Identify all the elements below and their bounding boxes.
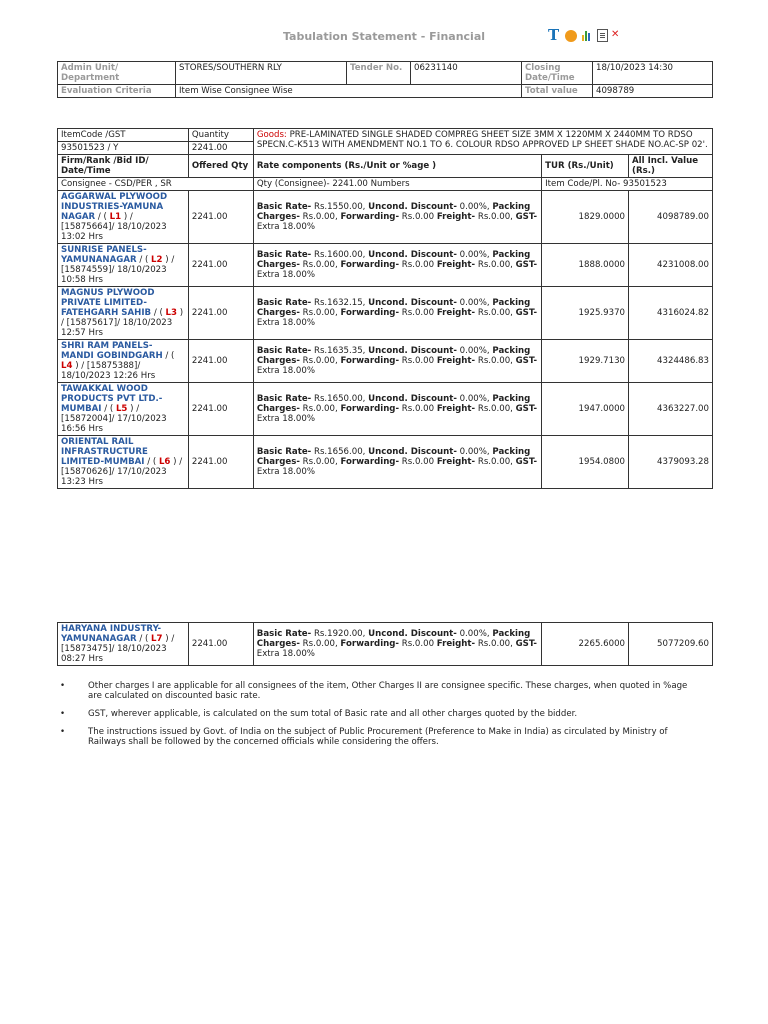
bidder-cell: TAWAKKAL WOOD PRODUCTS PVT LTD.-MUMBAI / ( L5 ) / [15872004]/ 17/10/2023 16:56 Hrs bbox=[58, 383, 189, 436]
rank-badge: L7 bbox=[151, 634, 163, 644]
packing: Rs.0.00, bbox=[302, 260, 338, 270]
closing-label: Closing Date/Time bbox=[522, 62, 593, 85]
basic-rate: Rs.1632.15, bbox=[313, 298, 366, 308]
goods-description bbox=[253, 129, 712, 155]
freight-label: Freight- bbox=[436, 308, 476, 318]
discount-label: Uncond. Discount- bbox=[368, 202, 457, 212]
offered-qty: 2241.00 bbox=[188, 436, 253, 489]
rank-badge: L4 bbox=[61, 361, 73, 371]
bidder-name: ORIENTAL RAIL INFRASTRUCTURE LIMITED-MUMBAI bbox=[61, 437, 148, 467]
freight: Rs.0.00, bbox=[477, 356, 513, 366]
packing: Rs.0.00, bbox=[302, 212, 338, 222]
bullet: • bbox=[60, 727, 66, 737]
excel-export-icon[interactable]: ✕ bbox=[611, 29, 620, 40]
bid-id-date: [15875388]/ 18/10/2023 12:26 Hrs bbox=[61, 361, 156, 381]
rank-separator: / ( bbox=[165, 351, 175, 361]
consignee-name: Consignee - CSD/PER , SR bbox=[58, 178, 254, 191]
offered-qty: 2241.00 bbox=[188, 623, 253, 666]
freight-label: Freight- bbox=[436, 457, 476, 467]
consignee-plno: Item Code/Pl. No- 93501523 bbox=[542, 178, 713, 191]
all-incl-value: 4363227.00 bbox=[629, 383, 713, 436]
gst: Extra 18.00% bbox=[256, 366, 315, 376]
forwarding-label: Forwarding- bbox=[340, 308, 400, 318]
forwarding: Rs.0.00 bbox=[401, 404, 435, 414]
forwarding-label: Forwarding- bbox=[340, 212, 400, 222]
gst-label: GST- bbox=[515, 404, 538, 414]
notes-list bbox=[58, 681, 702, 755]
note-text: Other charges I are applicable for all consignees of the item, Other Charges II are consignee specific. These charges, when quoted in %age are calculated on discounted basic rate. bbox=[88, 681, 688, 701]
tur-value: 1929.7130 bbox=[542, 340, 629, 383]
bid-row bbox=[58, 191, 713, 244]
bidder-cell: SUNRISE PANELS-YAMUNANAGAR / ( L2 ) / [15874559]/ 18/10/2023 10:58 Hrs bbox=[58, 244, 189, 287]
bar-chart-icon[interactable] bbox=[580, 28, 594, 42]
discount-label: Uncond. Discount- bbox=[368, 250, 457, 260]
all-incl-value: 4379093.28 bbox=[629, 436, 713, 489]
basic-rate: Rs.1650.00, bbox=[313, 394, 366, 404]
bid-row bbox=[58, 436, 713, 489]
basic-rate: Rs.1920.00, bbox=[313, 629, 366, 639]
basic-rate-label: Basic Rate- bbox=[256, 202, 312, 212]
discount: 0.00%, bbox=[459, 346, 490, 356]
extra-bid-table bbox=[57, 622, 713, 666]
bid-row bbox=[58, 623, 713, 666]
packing: Rs.0.00, bbox=[302, 308, 338, 318]
offered-qty-header: Offered Qty bbox=[188, 155, 253, 178]
document-icon[interactable] bbox=[597, 29, 608, 42]
rate-components bbox=[253, 436, 541, 489]
quantity-label: Quantity bbox=[188, 129, 253, 142]
itemcode-label: ItemCode /GST bbox=[58, 129, 189, 142]
offered-qty: 2241.00 bbox=[188, 191, 253, 244]
offered-qty: 2241.00 bbox=[188, 244, 253, 287]
basic-rate: Rs.1656.00, bbox=[313, 447, 366, 457]
basic-rate-label: Basic Rate- bbox=[256, 346, 312, 356]
gst-label: GST- bbox=[515, 639, 538, 649]
tender-logo-icon[interactable]: T bbox=[548, 26, 560, 44]
rank-badge: L3 bbox=[165, 308, 177, 318]
basic-rate-label: Basic Rate- bbox=[256, 298, 312, 308]
tur-value: 1829.0000 bbox=[542, 191, 629, 244]
freight: Rs.0.00, bbox=[477, 457, 513, 467]
forwarding: Rs.0.00 bbox=[401, 639, 435, 649]
bid-id-date: [15875617]/ 18/10/2023 12:57 Hrs bbox=[61, 318, 173, 338]
tur-value: 2265.6000 bbox=[542, 623, 629, 666]
discount: 0.00%, bbox=[459, 202, 490, 212]
bids-table bbox=[57, 128, 713, 489]
packing-label: Packing Charges- bbox=[256, 447, 531, 467]
bidder-cell: AGGARWAL PLYWOOD INDUSTRIES-YAMUNA NAGAR / ( L1 ) / [15875664]/ 18/10/2023 13:02 Hrs bbox=[58, 191, 189, 244]
admin-unit-label: Admin Unit/ Department bbox=[58, 62, 176, 85]
bullet: • bbox=[60, 681, 66, 691]
freight-label: Freight- bbox=[436, 212, 476, 222]
rank-badge: L2 bbox=[151, 255, 163, 265]
basic-rate-label: Basic Rate- bbox=[256, 394, 312, 404]
discount: 0.00%, bbox=[459, 394, 490, 404]
itemcode-value: 93501523 / Y bbox=[58, 142, 189, 155]
freight: Rs.0.00, bbox=[477, 404, 513, 414]
all-incl-value: 4316024.82 bbox=[629, 287, 713, 340]
packing: Rs.0.00, bbox=[302, 639, 338, 649]
discount-label: Uncond. Discount- bbox=[368, 298, 457, 308]
freight-label: Freight- bbox=[436, 356, 476, 366]
forwarding-label: Forwarding- bbox=[340, 639, 399, 649]
bid-row bbox=[58, 340, 713, 383]
goods-label: Goods: bbox=[256, 130, 287, 140]
closing-value: 18/10/2023 14:30 bbox=[593, 62, 713, 85]
firm-column-header: Firm/Rank /Bid ID/ Date/Time bbox=[58, 155, 189, 178]
forwarding-label: Forwarding- bbox=[340, 260, 400, 270]
basic-rate-label: Basic Rate- bbox=[256, 447, 312, 457]
bid-id-date: [15874559]/ 18/10/2023 10:58 Hrs bbox=[61, 265, 167, 285]
packing-label: Packing Charges- bbox=[256, 298, 531, 318]
discount: 0.00%, bbox=[459, 298, 490, 308]
tender-no-value: 06231140 bbox=[411, 62, 522, 85]
packing-label: Packing Charges- bbox=[256, 394, 531, 414]
rank-separator: / ( bbox=[97, 212, 110, 222]
tur-value: 1947.0000 bbox=[542, 383, 629, 436]
basic-rate-label: Basic Rate- bbox=[256, 629, 312, 639]
packing-label: Packing Charges- bbox=[256, 202, 531, 222]
orange-circle-icon[interactable] bbox=[565, 30, 577, 42]
basic-rate-label: Basic Rate- bbox=[256, 250, 312, 260]
tur-value: 1954.0800 bbox=[542, 436, 629, 489]
note-item bbox=[58, 681, 702, 701]
all-incl-header: All Incl. Value (Rs.) bbox=[629, 155, 713, 178]
bid-id-date: [15870626]/ 17/10/2023 13:23 Hrs bbox=[61, 467, 167, 487]
offered-qty: 2241.00 bbox=[188, 340, 253, 383]
rank-badge: L6 bbox=[158, 457, 171, 467]
all-incl-value: 5077209.60 bbox=[629, 623, 713, 666]
basic-rate: Rs.1600.00, bbox=[313, 250, 366, 260]
gst: Extra 18.00% bbox=[256, 414, 315, 424]
criteria-label: Evaluation Criteria bbox=[58, 85, 176, 98]
total-value: 4098789 bbox=[593, 85, 713, 98]
discount: 0.00%, bbox=[459, 629, 490, 639]
all-incl-value: 4098789.00 bbox=[629, 191, 713, 244]
gst: Extra 18.00% bbox=[256, 649, 315, 659]
discount: 0.00%, bbox=[459, 250, 490, 260]
discount-label: Uncond. Discount- bbox=[368, 447, 457, 457]
bid-id-date: [15872004]/ 17/10/2023 16:56 Hrs bbox=[61, 414, 167, 434]
offered-qty: 2241.00 bbox=[188, 383, 253, 436]
bidder-name: SUNRISE PANELS-YAMUNANAGAR bbox=[61, 245, 147, 265]
note-item bbox=[58, 709, 702, 719]
bid-row bbox=[58, 287, 713, 340]
criteria-value: Item Wise Consignee Wise bbox=[176, 85, 522, 98]
admin-unit-value: STORES/SOUTHERN RLY bbox=[176, 62, 347, 85]
basic-rate: Rs.1550.00, bbox=[313, 202, 366, 212]
rate-components bbox=[253, 623, 541, 666]
gst: Extra 18.00% bbox=[256, 270, 315, 280]
packing-label: Packing Charges- bbox=[256, 250, 531, 270]
discount-label: Uncond. Discount- bbox=[368, 394, 457, 404]
tender-no-label: Tender No. bbox=[347, 62, 411, 85]
page-title: Tabulation Statement - Financial bbox=[282, 30, 486, 43]
tur-value: 1925.9370 bbox=[542, 287, 629, 340]
discount-label: Uncond. Discount- bbox=[368, 629, 457, 639]
total-value-label: Total value bbox=[522, 85, 593, 98]
freight: Rs.0.00, bbox=[477, 260, 513, 270]
forwarding-label: Forwarding- bbox=[340, 457, 400, 467]
gst-label: GST- bbox=[515, 356, 538, 366]
bidder-cell: ORIENTAL RAIL INFRASTRUCTURE LIMITED-MUMBAI / ( L6 ) / [15870626]/ 17/10/2023 13:23 Hrs bbox=[58, 436, 189, 489]
gst: Extra 18.00% bbox=[256, 318, 315, 328]
all-incl-value: 4324486.83 bbox=[629, 340, 713, 383]
forwarding: Rs.0.00 bbox=[401, 308, 435, 318]
bid-id-date: [15873475]/ 18/10/2023 08:27 Hrs bbox=[61, 644, 167, 664]
bidder-cell: SHRI RAM PANELS-MANDI GOBINDGARH / ( L4 ) / [15875388]/ 18/10/2023 12:26 Hrs bbox=[58, 340, 189, 383]
gst: Extra 18.00% bbox=[256, 467, 315, 477]
gst-label: GST- bbox=[515, 260, 538, 270]
bidder-name: MAGNUS PLYWOOD PRIVATE LIMITED-FATEHGARH SAHIB bbox=[61, 288, 155, 318]
tur-header: TUR (Rs./Unit) bbox=[542, 155, 629, 178]
basic-rate: Rs.1635.35, bbox=[313, 346, 366, 356]
rate-components bbox=[253, 244, 541, 287]
forwarding-label: Forwarding- bbox=[340, 356, 400, 366]
rate-components bbox=[253, 287, 541, 340]
rate-components bbox=[253, 383, 541, 436]
bidder-name: AGGARWAL PLYWOOD INDUSTRIES-YAMUNA NAGAR bbox=[61, 192, 168, 222]
gst: Extra 18.00% bbox=[256, 222, 315, 232]
packing-label: Packing Charges- bbox=[256, 629, 531, 649]
forwarding: Rs.0.00 bbox=[401, 457, 435, 467]
bid-row bbox=[58, 383, 713, 436]
forwarding-label: Forwarding- bbox=[340, 404, 400, 414]
discount: 0.00%, bbox=[459, 447, 490, 457]
bidder-name: TAWAKKAL WOOD PRODUCTS PVT LTD.-MUMBAI bbox=[61, 384, 163, 414]
freight: Rs.0.00, bbox=[477, 308, 513, 318]
rank-separator: / ( bbox=[104, 404, 116, 414]
forwarding: Rs.0.00 bbox=[401, 260, 435, 270]
quantity-value: 2241.00 bbox=[188, 142, 253, 155]
note-item bbox=[58, 727, 702, 747]
rank-separator: / ( bbox=[139, 255, 152, 265]
bid-id-date: [15875664]/ 18/10/2023 13:02 Hrs bbox=[61, 222, 167, 242]
consignee-qty: Qty (Consignee)- 2241.00 Numbers bbox=[253, 178, 541, 191]
rate-components bbox=[253, 191, 541, 244]
tender-info-table bbox=[57, 61, 713, 98]
freight-label: Freight- bbox=[436, 404, 476, 414]
rank-separator: / ( bbox=[139, 634, 152, 644]
discount-label: Uncond. Discount- bbox=[368, 346, 457, 356]
all-incl-value: 4231008.00 bbox=[629, 244, 713, 287]
packing-label: Packing Charges- bbox=[256, 346, 531, 366]
bullet: • bbox=[60, 709, 66, 719]
freight: Rs.0.00, bbox=[477, 212, 513, 222]
gst-label: GST- bbox=[515, 457, 538, 467]
forwarding: Rs.0.00 bbox=[401, 212, 435, 222]
note-text: GST, wherever applicable, is calculated on the sum total of Basic rate and all other charges quoted by the bidder. bbox=[88, 709, 578, 719]
tur-value: 1888.0000 bbox=[542, 244, 629, 287]
rank-badge: L1 bbox=[109, 212, 122, 222]
freight: Rs.0.00, bbox=[477, 639, 513, 649]
bidder-cell: MAGNUS PLYWOOD PRIVATE LIMITED-FATEHGARH SAHIB / ( L3 ) / [15875617]/ 18/10/2023 12:57 Hrs bbox=[58, 287, 189, 340]
note-text: The instructions issued by Govt. of India on the subject of Public Procurement (Preference to Make in India) as circulated by Ministry of Railways shall be followed by the concerned officials while considering the offers. bbox=[88, 727, 668, 747]
forwarding: Rs.0.00 bbox=[401, 356, 435, 366]
rank-separator: / ( bbox=[147, 457, 159, 467]
offered-qty: 2241.00 bbox=[188, 287, 253, 340]
bidder-name: SHRI RAM PANELS-MANDI GOBINDGARH bbox=[61, 341, 163, 361]
goods-text: PRE-LAMINATED SINGLE SHADED COMPREG SHEET SIZE 3MM X 1220MM X 2440MM TO RDSO SPECN.C-K513 WITH AMENDMENT NO.1 TO 6. COLOUR RDSO APPROVED LP SHEET SHADE NO.AC-SP 02'. bbox=[256, 130, 708, 150]
bidder-cell: HARYANA INDUSTRY-YAMUNANAGAR / ( L7 ) / [15873475]/ 18/10/2023 08:27 Hrs bbox=[58, 623, 189, 666]
gst-label: GST- bbox=[515, 212, 538, 222]
freight-label: Freight- bbox=[436, 260, 476, 270]
rate-components-header: Rate components (Rs./Unit or %age ) bbox=[253, 155, 541, 178]
bidder-name: HARYANA INDUSTRY-YAMUNANAGAR bbox=[61, 624, 162, 644]
toolbar-icons bbox=[548, 28, 625, 42]
freight-label: Freight- bbox=[436, 639, 476, 649]
packing: Rs.0.00, bbox=[302, 404, 338, 414]
rate-components bbox=[253, 340, 541, 383]
packing: Rs.0.00, bbox=[302, 457, 338, 467]
rank-badge: L5 bbox=[115, 404, 128, 414]
rank-separator: / ( bbox=[153, 308, 166, 318]
bid-row bbox=[58, 244, 713, 287]
packing: Rs.0.00, bbox=[302, 356, 338, 366]
gst-label: GST- bbox=[515, 308, 538, 318]
